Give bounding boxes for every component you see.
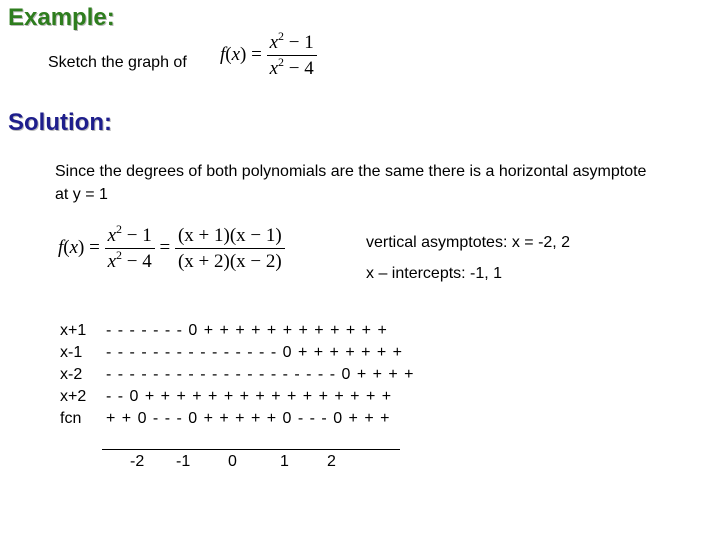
number-line-tick: -1: [176, 453, 191, 470]
number-line-tick: 0: [228, 453, 237, 470]
number-line-tick: 1: [280, 453, 289, 470]
example-heading: Example:: [8, 4, 115, 31]
factored-function: f(x) = $\frac{x^2 - 1}{x^2 - 4}$ = $\frac{(x + 1)(x - 1)}{(x + 2)(x - 2)}$: [58, 226, 285, 271]
denominator: $x^2 - 4$: [269, 55, 314, 79]
sign-row-values: + + 0 - - - 0 + + + + + 0 - - - 0 + + +: [106, 410, 391, 427]
sign-row-values: - - - - - - - - - - - - - - - 0 + + + + + + +: [106, 344, 404, 361]
function-definition: f(x) = $\frac{x^2 - 1}{x^2 - 4}$: [220, 33, 317, 78]
sign-row-label: fcn: [60, 410, 82, 427]
solution-heading: Solution:: [8, 109, 112, 136]
number-line-tick: 2: [327, 453, 336, 470]
numerator: $x^2 - 1$: [269, 29, 314, 53]
sign-row: [60, 342, 415, 364]
sign-row-label: x-1: [60, 344, 83, 361]
original-fraction: $\frac{x^2 - 1}{x^2 - 4}$: [105, 226, 155, 271]
prompt-text: Sketch the graph of: [48, 54, 187, 71]
sign-row-label: x+2: [60, 388, 87, 405]
x-intercepts-note: x – intercepts: -1, 1: [366, 265, 503, 282]
sign-chart: [60, 320, 415, 430]
sign-row: [60, 386, 415, 408]
number-line: [102, 449, 400, 450]
number-line-tick: -2: [130, 453, 145, 470]
horizontal-asymptote-explanation: Since the degrees of both polynomials are the same there is a horizontal asymptote at y = 1: [55, 163, 647, 203]
sign-row-label: x+1: [60, 322, 87, 339]
vertical-asymptotes-note: vertical asymptotes: x = -2, 2: [366, 234, 571, 251]
fraction-bar: [267, 55, 317, 56]
sign-row: [60, 408, 415, 430]
f-symbol: f: [220, 43, 226, 65]
sign-row: [60, 364, 415, 386]
sign-row: [60, 320, 415, 342]
factored-fraction: $\frac{(x + 1)(x - 1)}{(x + 2)(x - 2)}$: [175, 226, 285, 271]
sign-row-label: x-2: [60, 366, 83, 383]
sign-row-values: - - 0 + + + + + + + + + + + + + + + +: [106, 388, 393, 405]
problem-statement: [48, 54, 187, 72]
sign-row-values: - - - - - - - 0 + + + + + + + + + + + +: [106, 322, 388, 339]
x-symbol: x: [231, 43, 241, 65]
sign-row-values: - - - - - - - - - - - - - - - - - - - - 0 + + + +: [106, 366, 415, 383]
